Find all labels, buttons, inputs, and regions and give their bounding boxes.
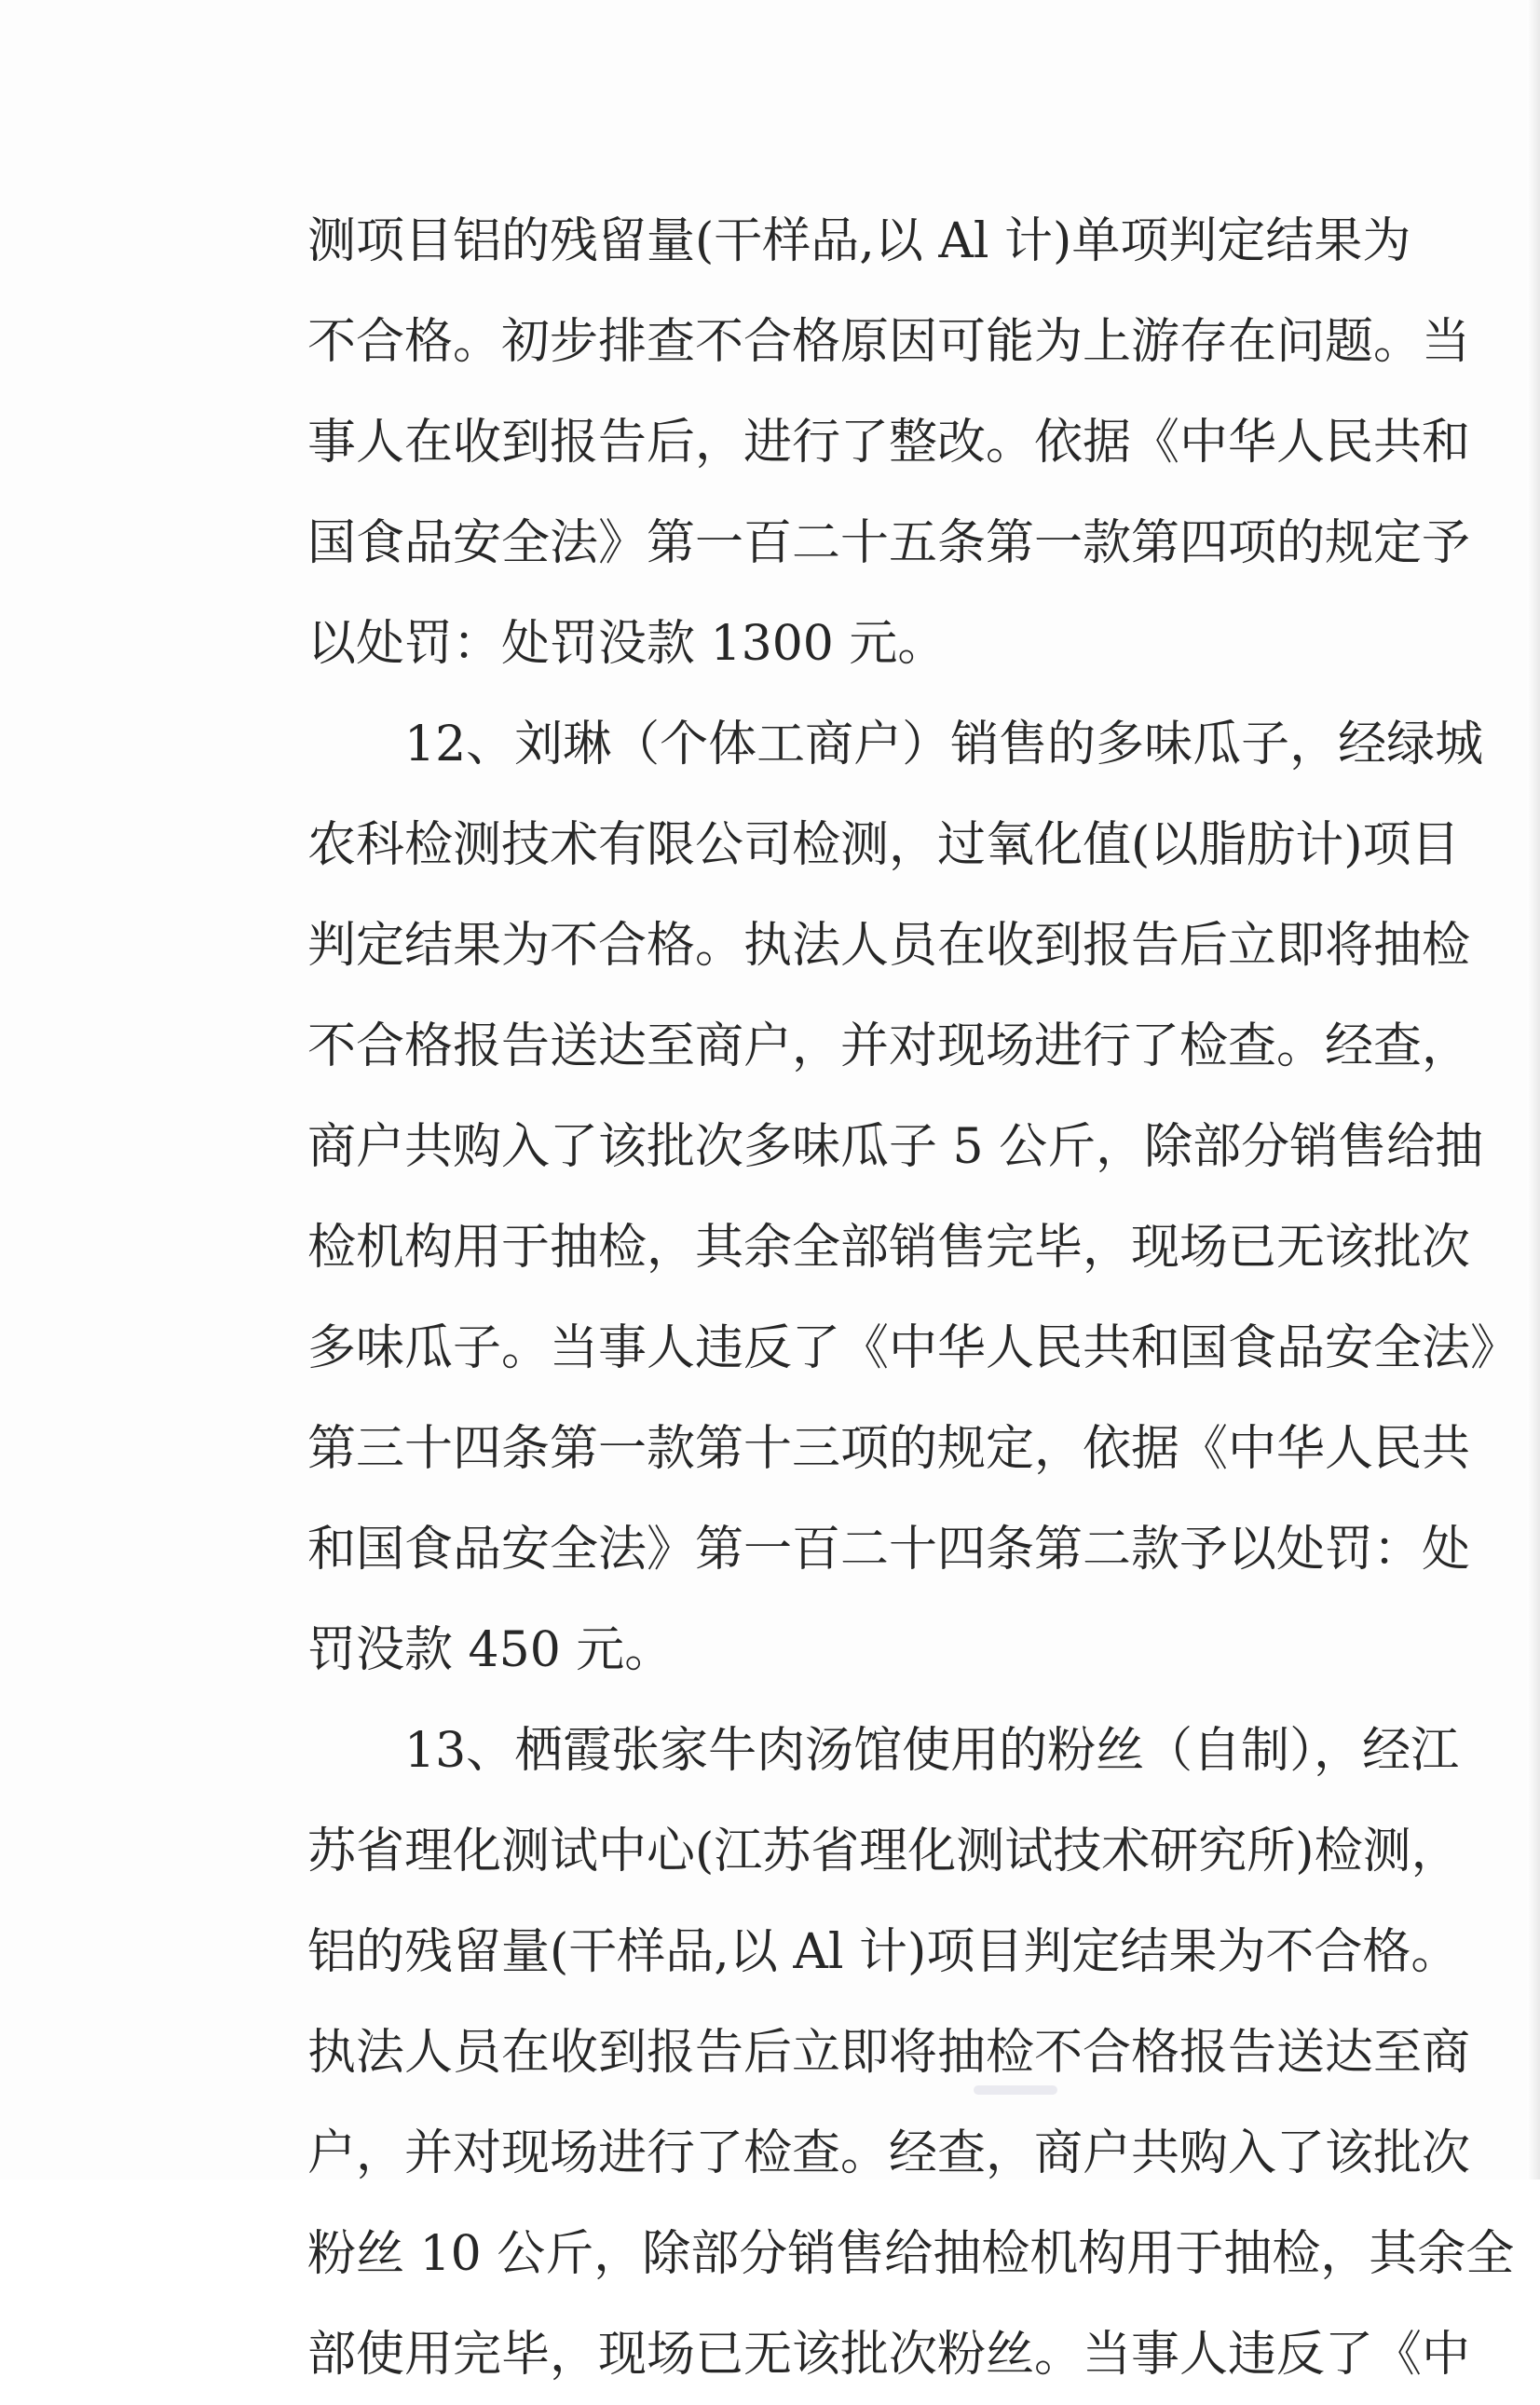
text-line: 粉丝 10 公斤，除部分销售给抽检机构用于抽检，其余全 (307, 2226, 1515, 2282)
text-line: 不合格报告送达至商户，并对现场进行了检查。经查， (307, 1018, 1471, 1074)
document-body (307, 191, 1520, 2405)
text-line: 商户共购入了该批次多味瓜子 5 公斤，除部分销售给抽 (307, 1119, 1484, 1175)
text-line: 检机构用于抽检，其余全部销售完毕，现场已无该批次 (307, 1220, 1471, 1276)
text-line: 不合格。初步排查不合格原因可能为上游存在问题。当 (307, 314, 1471, 370)
text-line: 铝的残留量(干样品,以 Al 计)项目判定结果为不合格。 (307, 1924, 1460, 1980)
paragraph-start-line: 13、栖霞张家牛肉汤馆使用的粉丝（自制），经江 (404, 1723, 1460, 1779)
text-line: 部使用完毕，现场已无该批次粉丝。当事人违反了《中 (307, 2327, 1471, 2383)
text-line: 农科检测技术有限公司检测，过氧化值(以脂肪计)项目 (307, 817, 1460, 873)
text-line: 国食品安全法》第一百二十五条第一款第四项的规定予 (307, 515, 1471, 571)
paragraph-start-line: 12、刘琳（个体工商户）销售的多味瓜子，经绿城 (404, 717, 1484, 772)
text-line: 和国食品安全法》第一百二十四条第二款予以处罚：处 (307, 1522, 1471, 1578)
scan-smudge (974, 2085, 1057, 2095)
text-line: 测项目铝的残留量(干样品,以 Al 计)单项判定结果为 (307, 213, 1411, 269)
text-line: 多味瓜子。当事人违反了《中华人民共和国食品安全法》 (307, 1320, 1520, 1376)
text-line: 以处罚：处罚没款 1300 元。 (307, 616, 947, 672)
text-line: 罚没款 450 元。 (307, 1622, 674, 1678)
text-line: 判定结果为不合格。执法人员在收到报告后立即将抽检 (307, 918, 1471, 974)
text-line: 苏省理化测试中心(江苏省理化测试技术研究所)检测， (307, 1824, 1460, 1879)
text-line: 第三十四条第一款第十三项的规定，依据《中华人民共 (307, 1421, 1471, 1477)
text-line: 事人在收到报告后，进行了整改。依据《中华人民共和 (307, 415, 1471, 471)
text-line: 执法人员在收到报告后立即将抽检不合格报告送达至商 (307, 2025, 1471, 2081)
text-line: 户，并对现场进行了检查。经查，商户共购入了该批次 (307, 2125, 1471, 2181)
scan-edge-shadow (1527, 0, 1540, 2180)
